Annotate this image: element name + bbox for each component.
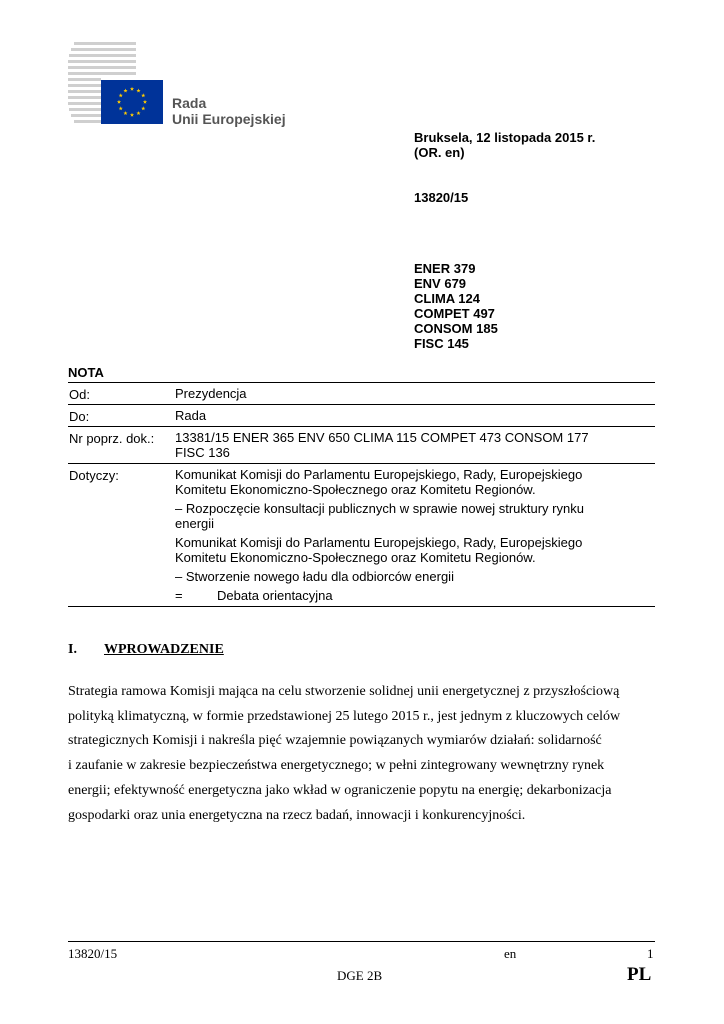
footer-divider — [68, 941, 655, 942]
prev-doc-line2: FISC 136 — [175, 445, 230, 460]
place-date: Bruksela, 12 listopada 2015 r. — [414, 130, 596, 145]
footer-department: DGE 2B — [337, 968, 383, 983]
subject-outcome — [175, 588, 655, 603]
section-heading — [68, 642, 224, 658]
section-number: I. — [68, 642, 77, 657]
subject-paragraph-4: – Stworzenie nowego ładu dla odbiorców energii — [175, 569, 454, 584]
classification-codes — [414, 261, 498, 351]
subject-paragraph-1: Komunikat Komisji do Parlamentu Europejskiego, Rady, Europejskiego Komitetu Ekonomiczno-Społecznego oraz Komitetu Regionów. — [175, 467, 583, 497]
body-line: gospodarki oraz unia energetyczna na rzecz badań, innowacji i konkurencyjności. — [68, 807, 526, 823]
outcome-text: Debata orientacyjna — [217, 588, 333, 603]
row-prev-doc-key: Nr poprz. dok.: — [69, 431, 155, 446]
footer-language: en — [504, 946, 517, 961]
row-to — [68, 405, 655, 427]
row-to-value: Rada — [175, 408, 207, 423]
row-subject-value — [175, 467, 655, 603]
code-item: CLIMA 124 — [414, 291, 480, 306]
row-from-key: Od: — [69, 387, 90, 402]
body-line: i zaufanie w zakresie bezpieczeństwa energetycznego; w pełni zintegrowany wewnętrzny rynek — [68, 758, 605, 774]
body-paragraph — [68, 680, 658, 828]
logo-name-line1: Rada — [172, 95, 207, 111]
nota-title: NOTA — [68, 365, 104, 380]
body-line: strategicznych Komisji i nakreśla pięć wzajemnie powiązanych wymiarów działań: solidarność — [68, 733, 602, 749]
original-language: (OR. en) — [414, 145, 465, 160]
nota-table — [68, 382, 655, 607]
footer-page-number: 1 — [647, 946, 654, 961]
body-line: Strategia ramowa Komisji mająca na celu stworzenie solidnej unii energetycznej z przyszłościową — [68, 684, 620, 699]
footer-doc-number: 13820/15 — [68, 946, 118, 961]
row-from-value: Prezydencja — [175, 386, 247, 401]
code-item: CONSOM 185 — [414, 321, 498, 336]
subject-paragraph-3: Komunikat Komisji do Parlamentu Europejskiego, Rady, Europejskiego Komitetu Ekonomiczno-Społecznego oraz Komitetu Regionów. — [175, 535, 583, 565]
row-subject-key: Dotyczy: — [69, 468, 119, 483]
document-number: 13820/15 — [414, 190, 469, 205]
eu-flag-icon — [101, 80, 163, 124]
council-logo — [68, 40, 298, 130]
prev-doc-line1: 13381/15 ENER 365 ENV 650 CLIMA 115 COMPET 473 CONSOM 177 — [175, 430, 589, 445]
row-prev-doc — [68, 427, 655, 464]
code-item: ENV 679 — [414, 276, 467, 291]
row-prev-doc-value — [175, 430, 655, 460]
row-to-key: Do: — [69, 409, 90, 424]
body-line: polityką klimatyczną, w formie przedstawionej 25 lutego 2015 r., jest jednym z kluczowych celów — [68, 708, 621, 724]
section-title: WPROWADZENIE — [104, 642, 224, 657]
code-item: COMPET 497 — [414, 306, 495, 321]
footer-language-code: PL — [627, 964, 652, 985]
row-from — [68, 383, 655, 405]
code-item: FISC 145 — [414, 336, 469, 351]
subject-paragraph-2: – Rozpoczęcie konsultacji publicznych w sprawie nowej struktury rynku energii — [175, 501, 584, 531]
logo-name-line2: Unii Europejskiej — [172, 111, 286, 127]
equals-symbol: = — [175, 588, 183, 603]
body-line: energii; efektywność energetyczna jako wkład w ograniczenie popytu na energię; dekarbonizacja — [68, 782, 612, 798]
code-item: ENER 379 — [414, 261, 476, 276]
row-subject — [68, 464, 655, 607]
